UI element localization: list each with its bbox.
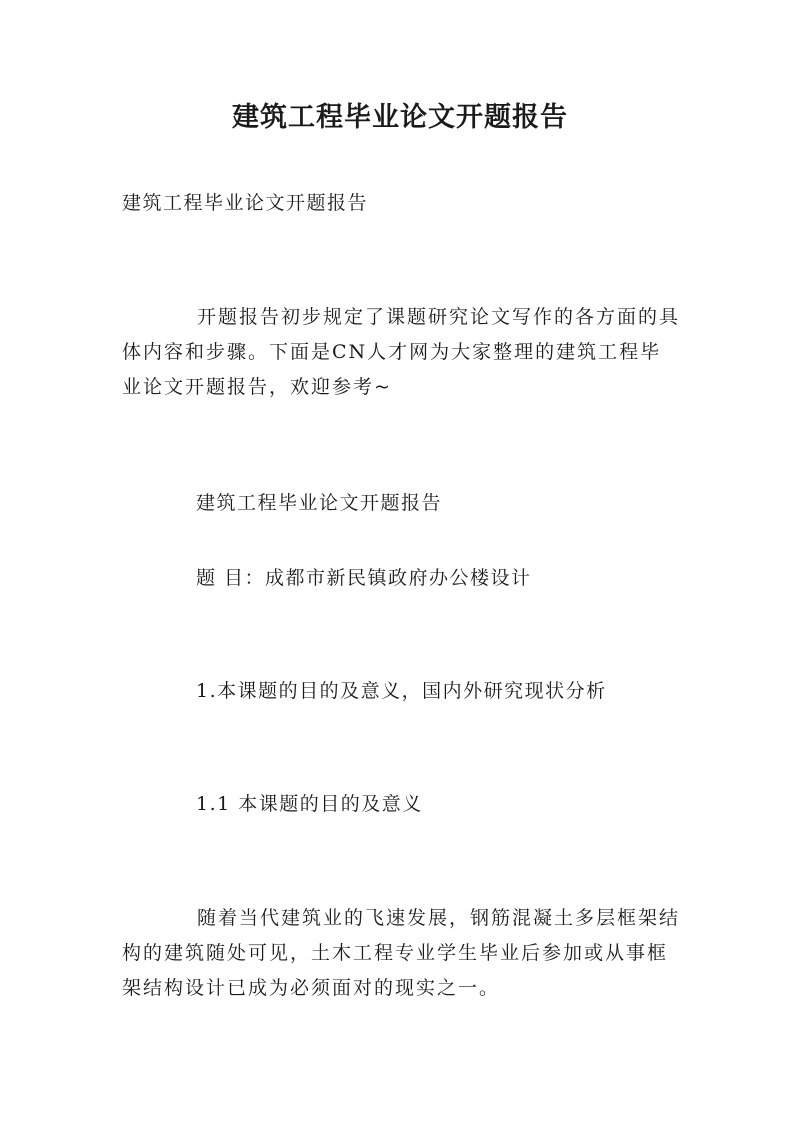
section-1-1-heading: 1.1 本课题的目的及意义 xyxy=(196,793,423,815)
document-subtitle: 建筑工程毕业论文开题报告 xyxy=(122,192,369,214)
intro-paragraph: 开题报告初步规定了课题研究论文写作的各方面的具体内容和步骤。下面是CN人才网为大家整理的建筑工程毕业论文开题报告，欢迎参考~ xyxy=(122,306,681,398)
section-heading: 建筑工程毕业论文开题报告 xyxy=(196,492,443,514)
body-paragraph: 随着当代建筑业的飞速发展，钢筋混凝土多层框架结构的建筑随处可见，土木工程专业学生毕业后参加或从事框架结构设计已成为必须面对的现实之一。 xyxy=(122,907,681,999)
topic-line: 题 目：成都市新民镇政府办公楼设计 xyxy=(196,567,532,589)
section-1-heading: 1.本课题的目的及意义，国内外研究现状分析 xyxy=(196,680,607,702)
document-title: 建筑工程毕业论文开题报告 xyxy=(232,102,568,133)
